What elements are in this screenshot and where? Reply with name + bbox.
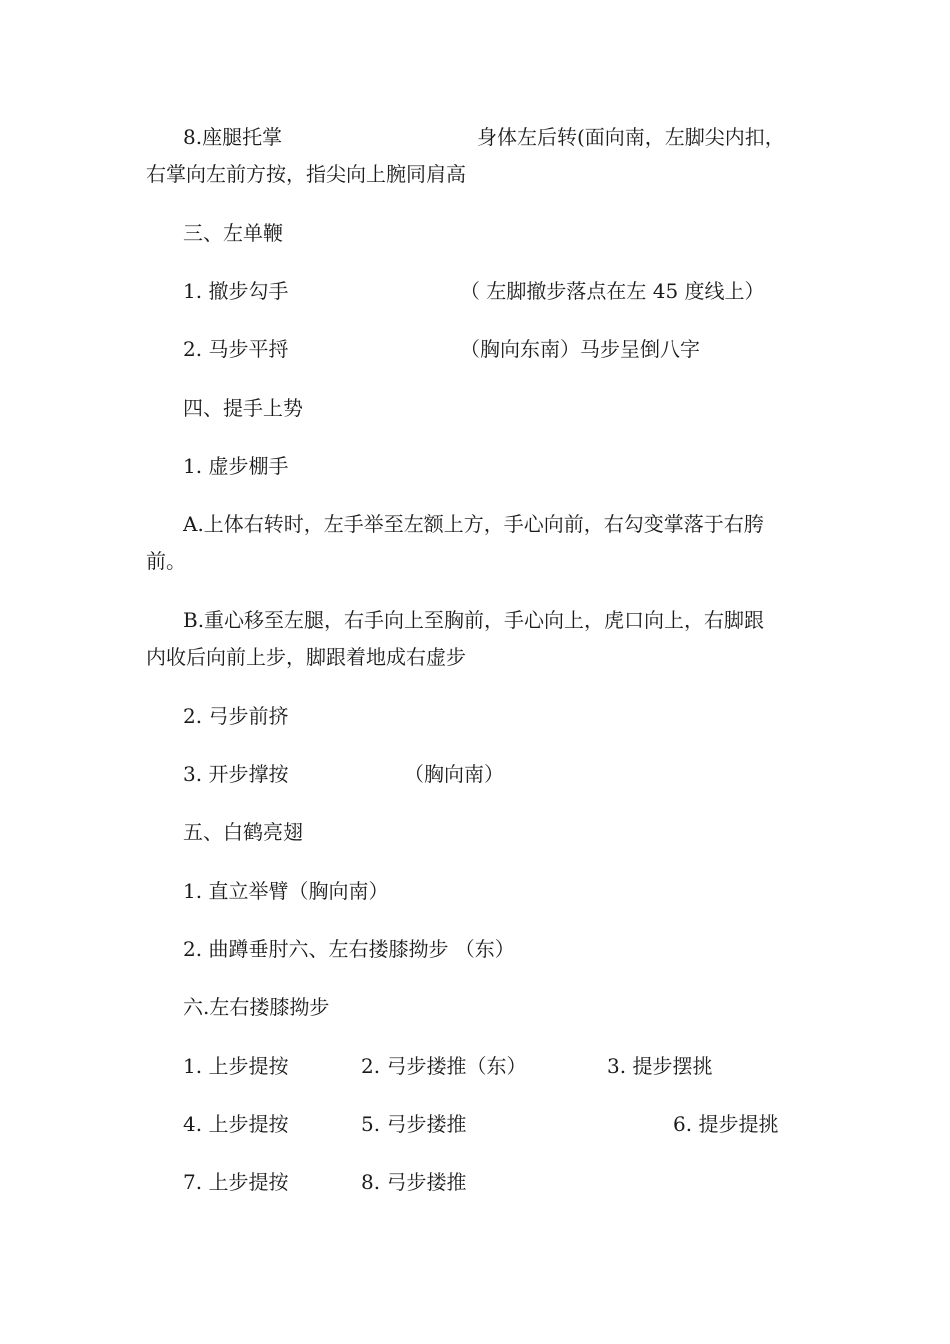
item-8-note-line1: 身体左后转(面向南，左脚尖内扣， <box>477 125 785 149</box>
s3-item-2-title: 2. 马步平捋 <box>183 337 289 361</box>
s4-item-3-note: （胸向南） <box>404 762 504 786</box>
s4-para-b-line1: B.重心移至左腿，右手向上至胸前，手心向上，虎口向上，右脚跟 <box>183 608 765 632</box>
section-3-heading: 三、左单鞭 <box>183 221 283 245</box>
s6-row3-col1: 7. 上步提按 <box>183 1170 289 1194</box>
s4-item-2-title: 2. 弓步前挤 <box>183 704 289 728</box>
s6-row2-col2: 5. 弓步搂推 <box>361 1112 467 1136</box>
s6-row2-col3: 6. 提步提挑 <box>673 1112 779 1136</box>
section-5-heading: 五、白鹤亮翅 <box>183 820 303 844</box>
s5-item-2-title: 2. 曲蹲垂肘六、左右搂膝拗步 （东） <box>183 937 515 961</box>
section-4-heading: 四、提手上势 <box>183 396 303 420</box>
s5-item-1-title: 1. 直立举臂（胸向南） <box>183 879 389 903</box>
s4-para-a-line1: A.上体右转时，左手举至左额上方，手心向前，右勾变掌落于右胯 <box>183 512 764 536</box>
s3-item-1-title: 1. 撤步勾手 <box>183 279 289 303</box>
s4-item-1-title: 1. 虚步棚手 <box>183 454 289 478</box>
s4-item-3-title: 3. 开步撑按 <box>183 762 289 786</box>
s3-item-1-note: （ 左脚撤步落点在左 45 度线上） <box>460 279 765 303</box>
s6-row1-col2: 2. 弓步搂推（东） <box>361 1054 527 1078</box>
item-8-title: 8.座腿托掌 <box>183 125 283 149</box>
s6-row1-col1: 1. 上步提按 <box>183 1054 289 1078</box>
item-8-note-line2: 右掌向左前方按，指尖向上腕同肩高 <box>146 162 466 186</box>
s4-para-b-line2: 内收后向前上步，脚跟着地成右虚步 <box>146 645 466 669</box>
s6-row2-col1: 4. 上步提按 <box>183 1112 289 1136</box>
s6-row3-col2: 8. 弓步搂推 <box>361 1170 467 1194</box>
s6-row1-col3: 3. 提步摆挑 <box>607 1054 713 1078</box>
s3-item-2-note: （胸向东南）马步呈倒八字 <box>460 337 700 361</box>
s4-para-a-line2: 前。 <box>146 549 186 573</box>
section-6-heading: 六.左右搂膝拗步 <box>183 995 330 1019</box>
